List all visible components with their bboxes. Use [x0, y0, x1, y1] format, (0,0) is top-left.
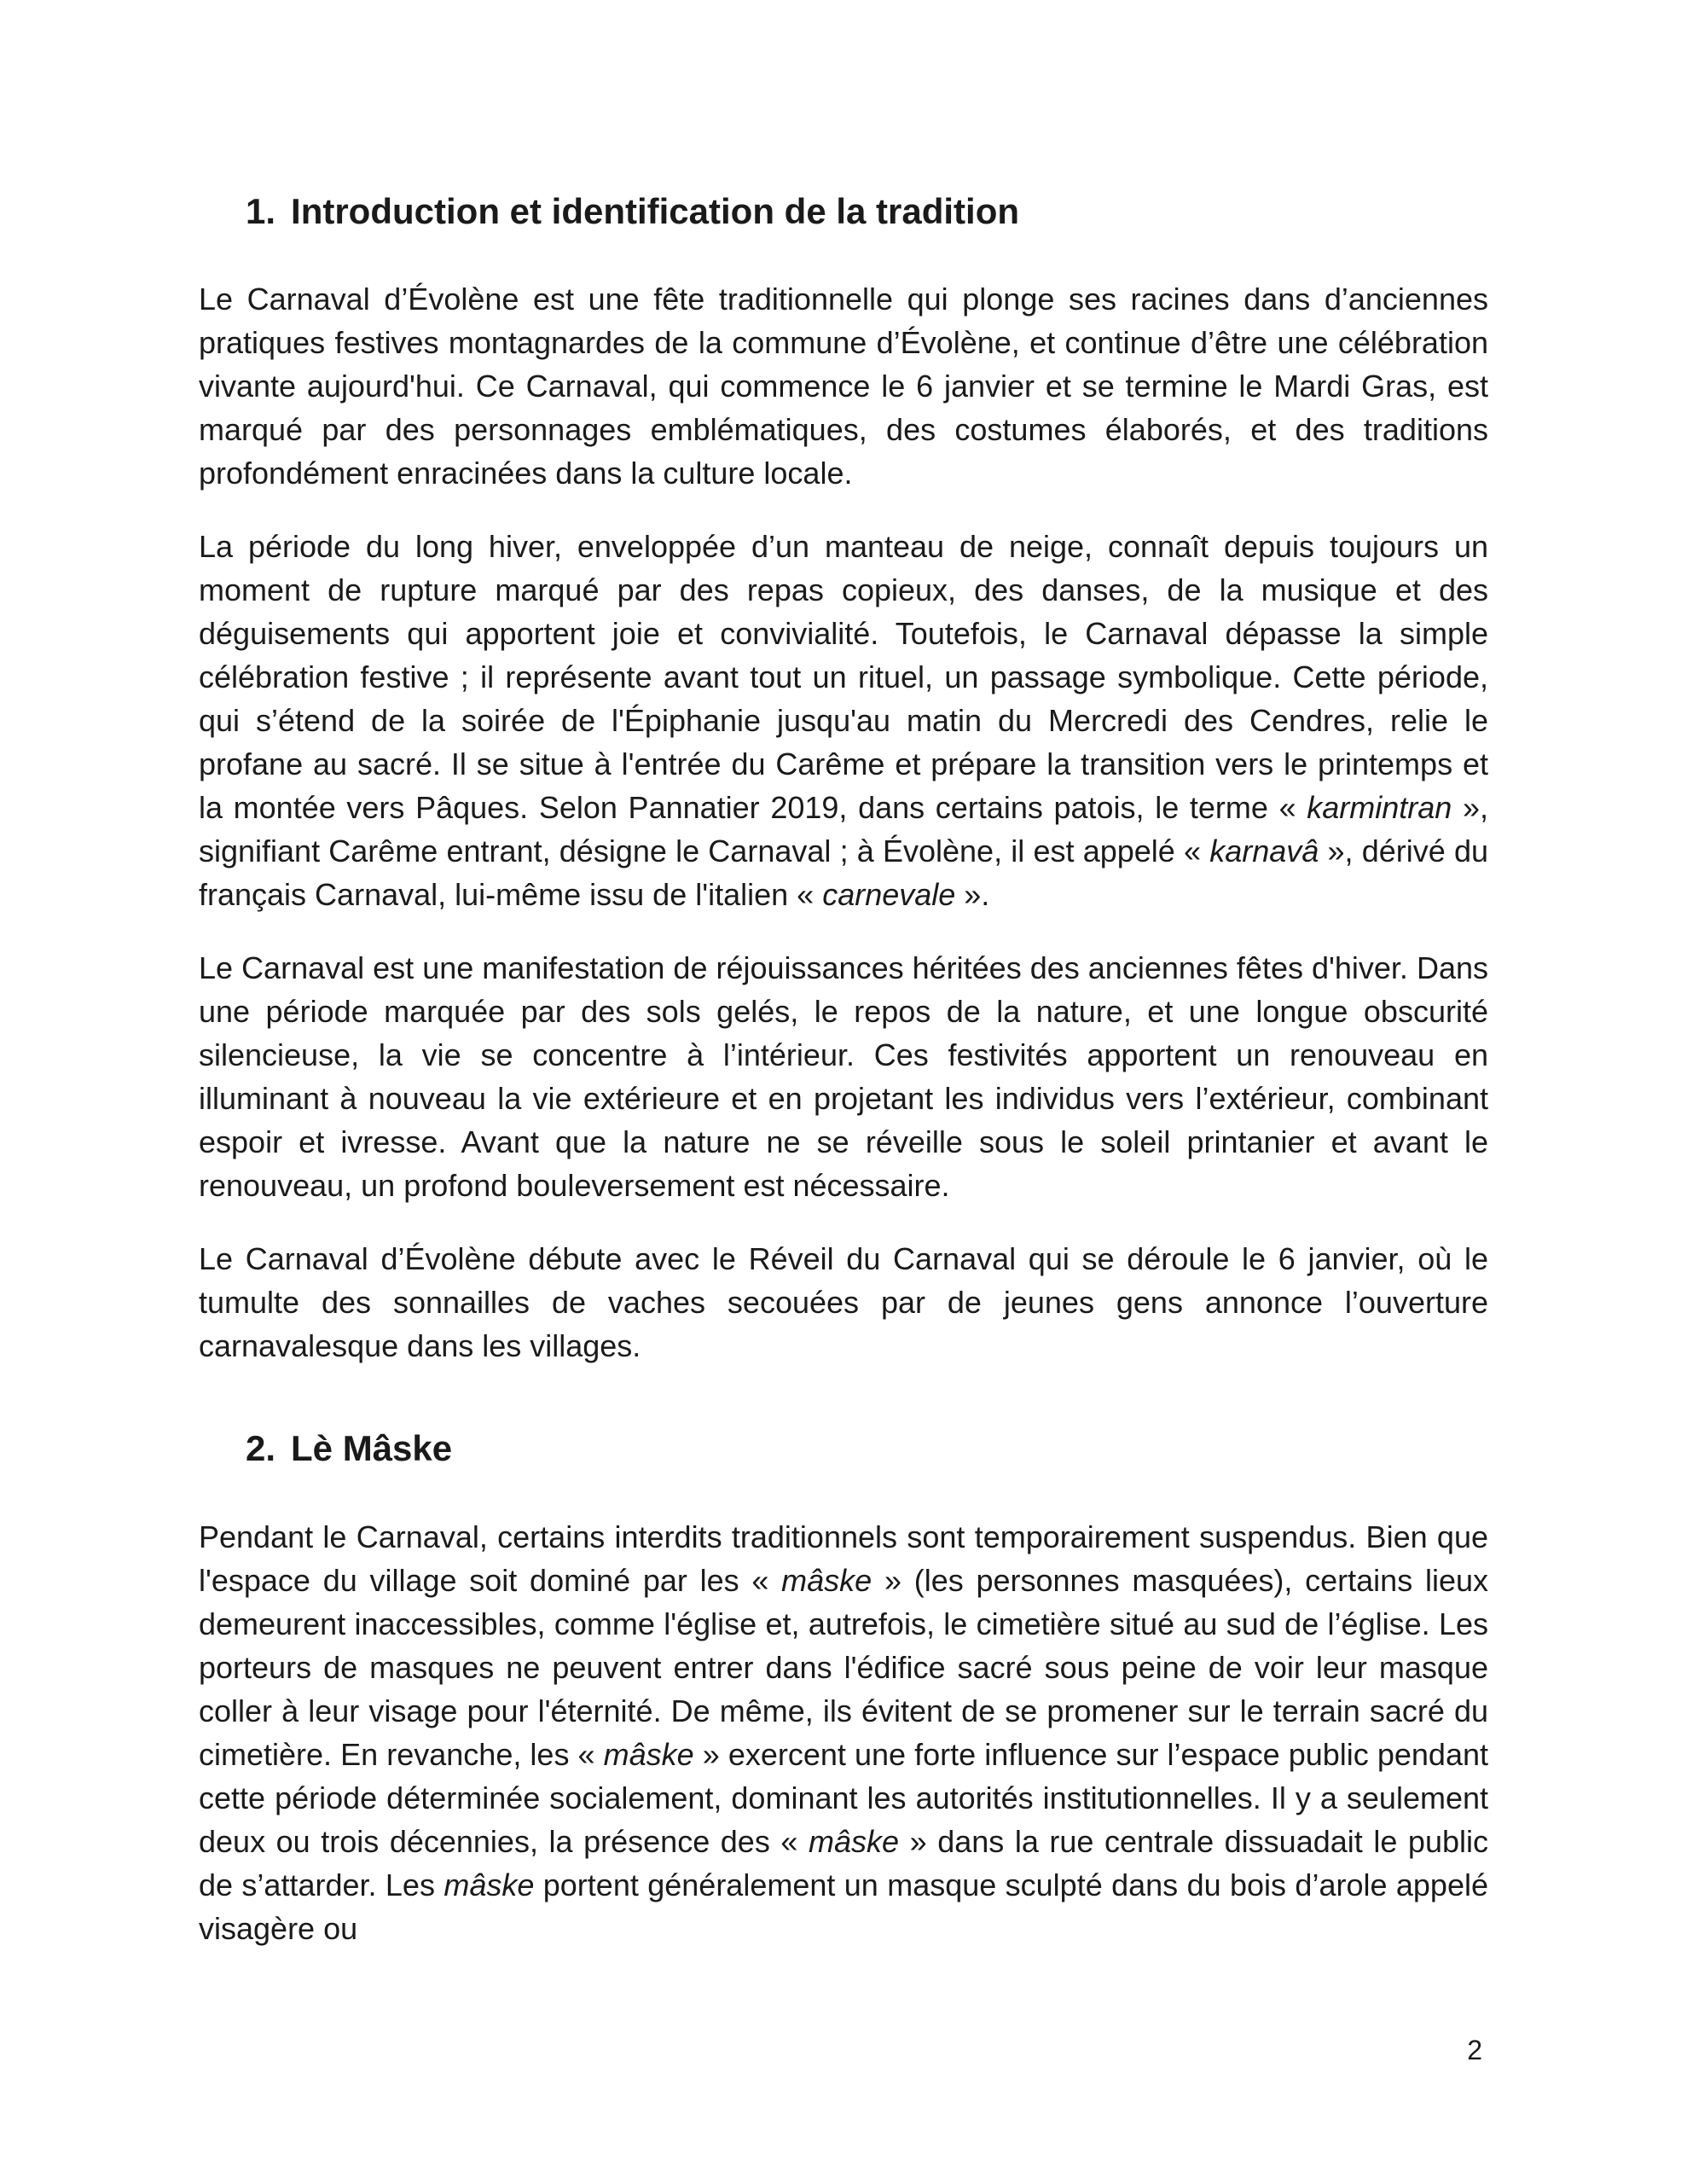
section-title: Introduction et identification de la tradition [291, 191, 1020, 231]
section-introduction [199, 190, 1488, 1368]
paragraph [199, 1237, 1488, 1368]
italic-term: karnavâ [1209, 834, 1319, 869]
italic-term: mâske [809, 1823, 900, 1859]
paragraph [199, 525, 1488, 916]
text-run: » exercent une forte influence sur l’espace public pendant cette période déterminée socialement, dominant les autorités institutionnelles. Il y a seulement deux ou trois décennies, la présence des « [199, 1736, 1488, 1859]
section-body [199, 1515, 1488, 1950]
italic-term: mâske [781, 1562, 872, 1598]
text-run: », dérivé du français Carnaval, lui-même issu de l'italien « [199, 834, 1488, 913]
italic-term: mâske [603, 1736, 694, 1772]
text-run: Le Carnaval est une manifestation de réjouissances héritées des anciennes fêtes d'hiver. Dans une période marquée par des sols gelés, le repos de la nature, et une longue obscurité silencieuse, la vie se concentre à l’intérieur. Ces festivités apportent un renouveau en illuminant à nouveau la vie extérieure et en projetant les individus vers l’extérieur, combinant espoir et ivresse. Avant que la nature ne se réveille sous le soleil printanier et avant le renouveau, un profond bouleversement est nécessaire. [199, 950, 1488, 1204]
text-run: ». [955, 877, 990, 913]
text-run: » (les personnes masquées), certains lieux demeurent inaccessibles, comme l'église et, autrefois, le cimetière situé au sud de l’église. Les porteurs de masques ne peuvent entrer dans l'édifice sacré sous peine de voir leur masque coller à leur visage pour l'éternité. De même, ils évitent de se promener sur le terrain sacré du cimetière. En revanche, les « [199, 1562, 1488, 1772]
text-run: » dans la rue centrale dissuadait le public de s’attarder. Les [199, 1823, 1488, 1902]
page-content [199, 190, 1488, 1980]
section-heading [199, 190, 1488, 233]
text-run: », signifiant Carême entrant, désigne le Carnaval ; à Évolène, il est appelé « [199, 790, 1488, 869]
text-run: Pendant le Carnaval, certains interdits traditionnels sont temporairement suspendus. Bien que l'espace du village soit dominé par les « [199, 1519, 1488, 1598]
text-run: La période du long hiver, enveloppée d’un manteau de neige, connaît depuis toujours un moment de rupture marqué par des repas copieux, des danses, de la musique et des déguisements qui apportent joie et convivialité. Toutefois, le Carnaval dépasse la simple célébration festive ; il représente avant tout un rituel, un passage symbolique. Cette période, qui s’étend de la soirée de l'Épiphanie jusqu'au matin du Mercredi des Cendres, relie le profane au sacré. Il se situe à l'entrée du Carême et prépare la transition vers le printemps et la montée vers Pâques. Selon Pannatier 2019, dans certains patois, le terme « [199, 529, 1488, 826]
section-number: 1. [246, 191, 276, 231]
section-title: Lè Mâske [291, 1428, 453, 1469]
text-run: Le Carnaval d’Évolène débute avec le Réveil du Carnaval qui se déroule le 6 janvier, où le tumulte des sonnailles de vaches secouées par de jeunes gens annonce l’ouverture carnavalesque dans les villages. [199, 1241, 1488, 1364]
paragraph [199, 277, 1488, 495]
section-heading [199, 1427, 1488, 1470]
text-run: Le Carnaval d’Évolène est une fête traditionnelle qui plonge ses racines dans d’anciennes pratiques festives montagnardes de la commune d’Évolène, et continue d’être une célébration vivante aujourd'hui. Ce Carnaval, qui commence le 6 janvier et se termine le Mardi Gras, est marqué par des personnages emblématiques, des costumes élaborés, et des traditions profondément enracinées dans la culture locale. [199, 282, 1488, 491]
italic-term: karmintran [1307, 790, 1452, 826]
section-le-maske [199, 1427, 1488, 1949]
paragraph [199, 946, 1488, 1207]
paragraph [199, 1515, 1488, 1950]
italic-term: carnevale [822, 877, 956, 913]
page-number: 2 [1467, 2035, 1482, 2065]
italic-term: mâske [443, 1867, 535, 1902]
section-number: 2. [246, 1428, 276, 1469]
section-body [199, 277, 1488, 1368]
text-run: portent généralement un masque sculpté dans du bois d’arole appelé visagère ou [199, 1867, 1488, 1946]
